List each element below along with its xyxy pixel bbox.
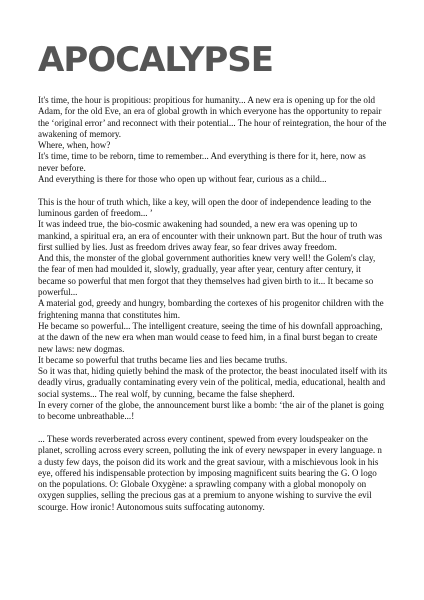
paragraph: It became so powerful that truths became lies and lies became truths.: [38, 354, 288, 365]
paragraph: He became so powerful... The intelligent creature, seeing the time of his downfall approaching, at the dawn of the new era when man would cease to feed him, in a final burst began to create new laws: new dogmas.: [38, 320, 383, 354]
paragraph: It's time, time to be reborn, time to remember... And everything is there for it, here, now as never before.: [38, 151, 366, 173]
paragraph: And everything is there for those who open up without fear, curious as a child...: [38, 174, 327, 185]
paragraph: This is the hour of truth which, like a key, will open the door of independence leading to the luminous garden of freedom... ’: [38, 196, 372, 218]
paragraph: A material god, greedy and hungry, bombarding the cortexes of his progenitor children with the frightening manna that constitutes him.: [38, 298, 384, 320]
paragraph-gap: [38, 423, 388, 434]
paragraph: ... These words reverberated across every continent, spewed from every loudspeaker on the planet, scrolling across every screen, polluting the ink of every newspaper in every language. n a dusty few days, the poison did its work and the great saviour, with a mischievous look in his eye, offered his indispensable protection by imposing magnificent suits bearing the G. O logo on the populations. O: Globale Oxygène: a sprawling company with a global monopoly on oxygen supplies, selling the precious gas at a premium to anyone wishing to survive the evil scourge. How ironic! Autonomous suits suffocating autonomy.: [38, 433, 382, 512]
paragraph: It's time, the hour is propitious: propitious for humanity... A new era is opening up for the old Adam, for the old Eve, an era of global growth in which everyone has the opportunity to repair the ‘original error’ and reconnect with their potential... The hour of reintegration, the hour of the awakening of memory.: [38, 95, 387, 139]
paragraph: It was indeed true, the bio-cosmic awakening had sounded, a new era was opening up to mankind, a spiritual era, an era of encounter with their unknown part. But the hour of truth was first sullied by lies. Just as freedom drives away fear, so fear drives away freedom.: [38, 219, 383, 252]
paragraph: So it was that, hiding quietly behind the mask of the protector, the beast inoculated itself with its deadly virus, gradually contaminating every vein of the political, media, educational, health and social systems... The real wolf, by cunning, became the false shepherd.: [38, 366, 388, 399]
paragraph: Where, when, how?: [38, 140, 111, 151]
paragraph: In every corner of the globe, the announcement burst like a bomb: ‘the air of the planet is going to become unbreathable...!: [38, 400, 384, 422]
paragraph-gap: [38, 185, 388, 196]
body-text: [38, 95, 388, 513]
page-title: APOCALYPSE: [38, 40, 274, 80]
paragraph: And this, the monster of the global government authorities knew very well! the Golem's clay, the fear of men had moulded it, slowly, gradually, year after year, century after century, it became so powerful that men forgot that they themselves had given birth to it... It became so powerful...: [38, 253, 376, 298]
